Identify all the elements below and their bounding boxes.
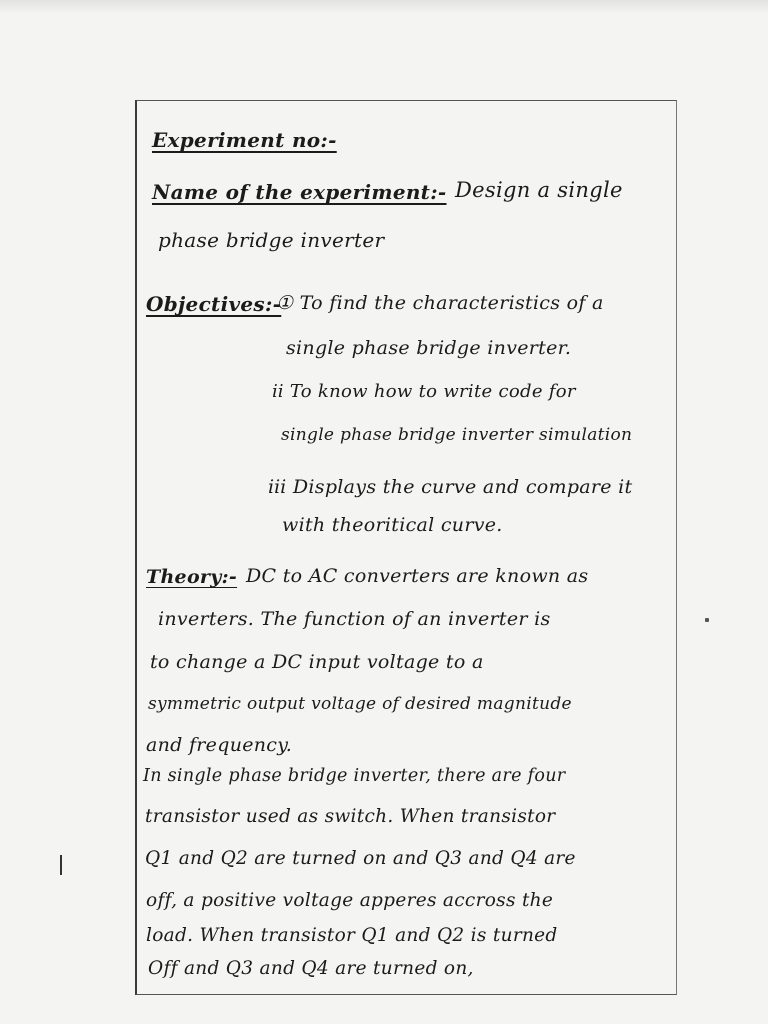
theory-line-2: inverters. The function of an inverter is <box>158 608 551 630</box>
scan-speck <box>705 618 709 622</box>
theory-heading: Theory:- <box>146 566 238 588</box>
scan-edge-mark <box>60 855 62 875</box>
theory-line-7: transistor used as switch. When transistor <box>145 806 556 827</box>
theory-line-3: to change a DC input voltage to a <box>150 651 484 673</box>
objectives-heading: Objectives:- <box>146 292 282 316</box>
theory-line-1: DC to AC converters are known as <box>246 565 589 587</box>
theory-line-4: symmetric output voltage of desired magnitude <box>148 694 572 714</box>
theory-line-11: Off and Q3 and Q4 are turned on, <box>148 958 474 979</box>
experiment-no-heading: Experiment no:- <box>152 128 337 152</box>
experiment-name-value: Design a single <box>455 178 623 202</box>
objective-3: ⅲ Displays the curve and compare it <box>268 476 633 498</box>
theory-line-8: Q1 and Q2 are turned on and Q3 and Q4 are <box>145 848 576 869</box>
theory-line-5: and frequency. <box>146 734 293 756</box>
experiment-name-label: Name of the experiment:- <box>152 180 447 204</box>
theory-line-9: off, a positive voltage apperes accross the <box>146 890 554 911</box>
objective-1: ① To find the characteristics of a <box>276 292 604 314</box>
scan-shadow <box>0 0 768 14</box>
experiment-name-value-cont: phase bridge inverter <box>158 228 385 252</box>
objective-2-cont: single phase bridge inverter simulation <box>281 425 633 445</box>
objective-1-cont: single phase bridge inverter. <box>286 337 572 359</box>
theory-line-6: In single phase bridge inverter, there are four <box>143 766 566 786</box>
objective-3-cont: with theoritical curve. <box>282 514 503 536</box>
objective-2: ⅱ To know how to write code for <box>272 381 576 402</box>
theory-line-10: load. When transistor Q1 and Q2 is turned <box>146 925 558 946</box>
